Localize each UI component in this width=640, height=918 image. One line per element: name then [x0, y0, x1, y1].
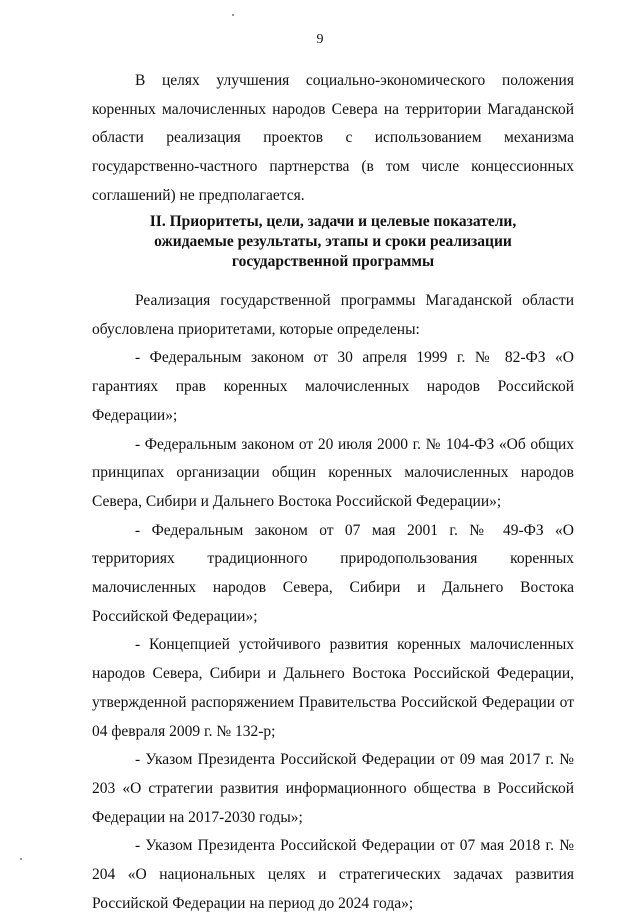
scan-speck [20, 858, 22, 860]
priority-item: - Указом Президента Российской Федерации от 09 мая 2017 г. № 203 «О стратегии развития информационного общества в Российской Федерации на 2017-2030 годы»; [92, 751, 574, 826]
intro-paragraph: В целях улучшения социально-экономического положения коренных малочисленных народов Севера на территории Магаданской области реализация проектов с использованием механизма государственно-частного партнерства (в том числе концессионных соглашений) не предполагается. [92, 72, 574, 204]
intro-section [92, 67, 574, 211]
priority-item: - Концепцией устойчивого развития коренных малочисленных народов Севера, Сибири и Дальнего Востока Российской Федерации, утвержденной распоряжением Правительства Российской Федерации от 04 февраля 2009 г. № 132-р; [92, 636, 574, 740]
section-heading-line-2: ожидаемые результаты, этапы и сроки реализации [154, 233, 512, 250]
section-heading-line-1: II. Приоритеты, цели, задачи и целевые показатели, [149, 213, 517, 230]
priorities-section [92, 287, 574, 918]
scan-speck [232, 14, 234, 16]
page-number: 9 [316, 32, 324, 47]
section-heading-line-3: государственной программы [231, 253, 435, 270]
priority-item: - Указом Президента Российской Федерации от 07 мая 2018 г. № 204 «О национальных целях и стратегических задачах развития Российской Федерации на период до 2024 года»; [92, 837, 574, 912]
lead-paragraph: Реализация государственной программы Магаданской области обусловлена приоритетами, которые определены: [92, 292, 574, 338]
priority-item: - Федеральным законом от 30 апреля 1999 г. № 82-ФЗ «О гарантиях прав коренных малочисленных народов Российской Федерации»; [92, 349, 574, 424]
priority-item: - Федеральным законом от 07 мая 2001 г. № 49-ФЗ «О территориях традиционного природопользования коренных малочисленных народов Севера, Сибири и Дальнего Востока Российской Федерации»; [92, 521, 574, 625]
section-heading [92, 212, 574, 272]
priority-item: - Федеральным законом от 20 июля 2000 г. № 104-ФЗ «Об общих принципах организации общин коренных малочисленных народов Севера, Сибири и Дальнего Востока Российской Федерации»; [92, 435, 574, 510]
